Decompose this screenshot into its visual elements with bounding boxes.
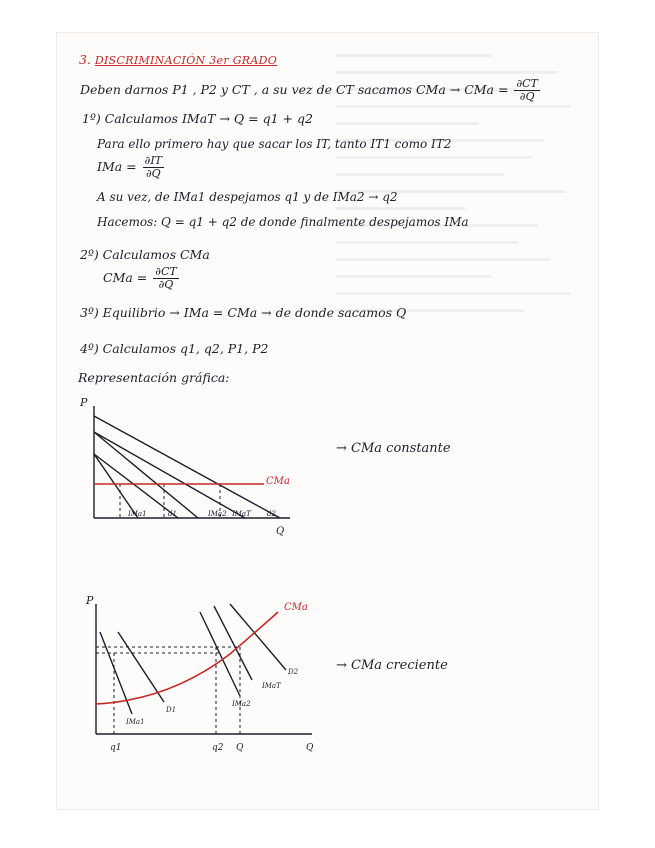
graph1-annotation: → CMa constante xyxy=(336,441,451,456)
step1-sub3: Hacemos: Q = q1 + q2 de donde finalmente despejamos IMa xyxy=(97,215,469,229)
graph2-cma-label: CMa xyxy=(284,602,308,613)
graph1-label-imat: IMaT xyxy=(232,510,251,518)
graph1-cma-constant xyxy=(70,392,305,540)
step2-label: 2º) Calculamos CMa xyxy=(80,247,210,262)
graph1-label-ima1: IMa1 xyxy=(128,510,147,518)
graph1-y-label: P xyxy=(80,396,88,409)
section-title: DISCRIMINACIÓN 3er GRADO xyxy=(94,54,278,67)
graph1-label-d2: d2 xyxy=(267,510,276,518)
graph1-x-label: Q xyxy=(276,526,285,537)
step3-label: 3º) Equilibrio → IMa = CMa → de donde sacamos Q xyxy=(80,305,407,320)
ima-fraction xyxy=(143,155,164,180)
graph2-label-imat: IMaT xyxy=(262,682,281,690)
graph2-tick-q2: q2 xyxy=(212,743,224,753)
graph2-ima2-line xyxy=(200,612,240,696)
graph2-cma-increasing xyxy=(80,592,320,760)
graph2-label-d2: D2 xyxy=(288,668,299,676)
step2-frac-den: ∂Q xyxy=(158,278,174,291)
intro-result: CMa → CMa = xyxy=(415,82,509,97)
step1-sub2: A su vez, de IMa1 despejamos q1 y de IMa2 → q2 xyxy=(97,190,398,204)
ima-formula xyxy=(97,155,166,180)
intro-line xyxy=(80,78,542,103)
graph1-imat-line xyxy=(94,416,280,518)
graph1-label-d1: d1 xyxy=(168,510,177,518)
graph2-tick-q1: q1 xyxy=(110,743,122,753)
intro-frac-den: ∂Q xyxy=(519,90,535,103)
graph2-label-d1: D1 xyxy=(166,706,177,714)
graph2-tick-q: Q xyxy=(236,743,244,753)
step1-sub1: Para ello primero hay que sacar los IT, tanto IT1 como IT2 xyxy=(97,137,452,151)
graph2-annotation: → CMa creciente xyxy=(336,658,448,673)
graph2-y-label: P xyxy=(86,594,94,607)
ima-prefix: IMa = xyxy=(97,159,137,174)
step4-label: 4º) Calculamos q1, q2, P1, P2 xyxy=(80,341,269,356)
graph2-d1-line xyxy=(118,632,164,702)
step1-heading xyxy=(82,111,313,126)
graph2-imat-line xyxy=(214,606,252,680)
graph1-d1-line xyxy=(94,454,178,518)
graph2-x-label: Q xyxy=(306,743,314,753)
graph1-cma-label: CMa xyxy=(266,476,290,487)
step1-label: 1º) Calculamos IMaT xyxy=(82,111,216,126)
graph-heading: Representación gráfica: xyxy=(78,370,230,385)
intro-fraction xyxy=(514,78,539,103)
step1-arrow: → Q = q1 + q2 xyxy=(219,111,313,126)
step2-frac-num: ∂CT xyxy=(155,265,177,278)
graph2-label-ima2: IMa2 xyxy=(232,700,251,708)
graph2-d2-line xyxy=(230,604,286,670)
section-number: 3. xyxy=(79,52,91,67)
ima-frac-num: ∂IT xyxy=(144,154,162,167)
intro-text: Deben darnos P1 , P2 y CT , a su vez de CT sacamos xyxy=(80,82,412,97)
graph2-label-ima1: IMa1 xyxy=(126,718,145,726)
ima-frac-den: ∂Q xyxy=(145,167,161,180)
step2-formula xyxy=(103,266,181,291)
section-heading xyxy=(79,52,277,67)
graph1-label-ima2: IMa2 xyxy=(208,510,227,518)
step2-prefix: CMa = xyxy=(103,270,148,285)
graph1-d2-line xyxy=(94,432,245,518)
step2-fraction xyxy=(153,266,178,291)
intro-frac-num: ∂CT xyxy=(516,77,538,90)
